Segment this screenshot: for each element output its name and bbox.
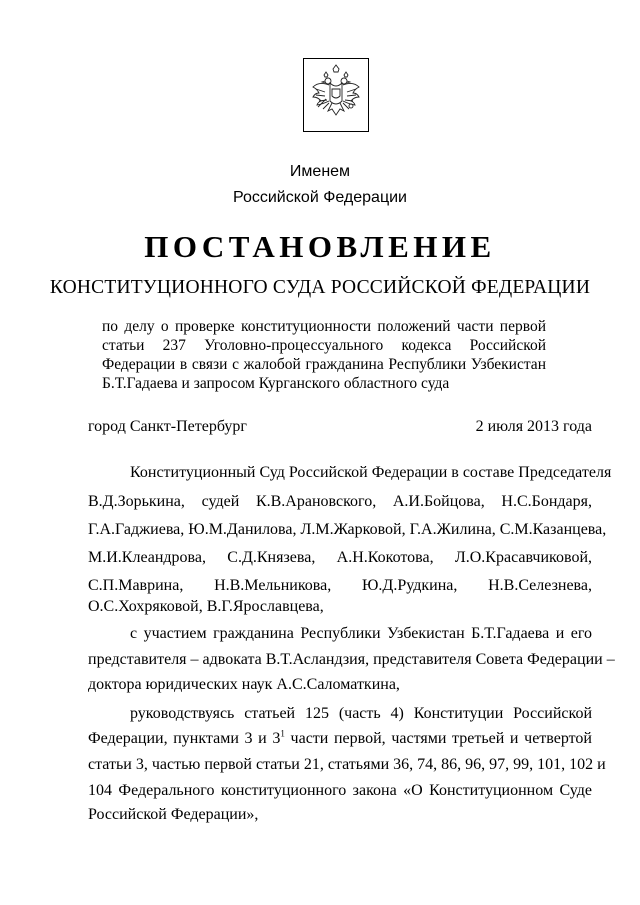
body-line: М.И.Клеандрова, С.Д.Князева, А.Н.Кокотова, Л.О.Красавчиковой, (88, 549, 592, 566)
invocation-line-2: Российской Федерации (233, 189, 407, 206)
document-title: ПОСТАНОВЛЕНИЕ (144, 229, 496, 264)
body-line: В.Д.Зорькина, судей К.В.Арановского, А.И.Бойцова, Н.С.Бондаря, (88, 493, 592, 510)
date: 2 июля 2013 года (475, 418, 592, 435)
coat-of-arms-emblem (303, 58, 369, 132)
body-line: руководствуясь статьей 125 (часть 4) Конституции Российской (130, 705, 592, 722)
body-line-part: Федерации, пунктами 3 и 3 (88, 730, 281, 747)
court-name: КОНСТИТУЦИОННОГО СУДА РОССИЙСКОЙ ФЕДЕРАЦИИ (49, 277, 591, 298)
case-line: Б.Т.Гадаева и запросом Курганского областного суда (102, 375, 450, 392)
body-line: представителя – адвоката В.Т.Асландзия, представителя Совета Федерации – (88, 651, 615, 668)
body-line: Г.А.Гаджиева, Ю.М.Данилова, Л.М.Жарковой, Г.А.Жилина, С.М.Казанцева, (88, 521, 607, 538)
body-line: статьи 3, частью первой статьи 21, статьями 36, 74, 86, 96, 97, 99, 101, 102 и (88, 756, 606, 773)
case-line: статьи 237 Уголовно-процессуального кодекса Российской (102, 337, 546, 354)
superscript: 1 (280, 728, 285, 739)
body-line (88, 729, 592, 749)
body-line: С.П.Маврина, Н.В.Мельникова, Ю.Д.Рудкина, Н.В.Селезнева, (88, 577, 592, 594)
double-headed-eagle-icon (304, 59, 368, 131)
case-line: Федерации в связи с жалобой гражданина Республики Узбекистан (102, 356, 546, 373)
city: город Санкт-Петербург (88, 418, 247, 435)
body-line-part: части первой, частями третьей и четвертой (284, 730, 592, 747)
body-line: с участием гражданина Республики Узбекистан Б.Т.Гадаева и его (130, 625, 592, 642)
body-line: О.С.Хохряковой, В.Г.Ярославцева, (88, 598, 324, 615)
body-line: Российской Федерации», (88, 806, 259, 823)
case-description (102, 317, 546, 393)
invocation-line-1: Именем (289, 163, 351, 180)
body-line: Конституционный Суд Российской Федерации в составе Председателя (130, 464, 612, 481)
case-line: по делу о проверке конституционности положений части первой (102, 318, 546, 335)
body-line: доктора юридических наук А.С.Саломаткина, (88, 676, 400, 693)
body-line: 104 Федерального конституционного закона «О Конституционном Суде (88, 782, 592, 799)
